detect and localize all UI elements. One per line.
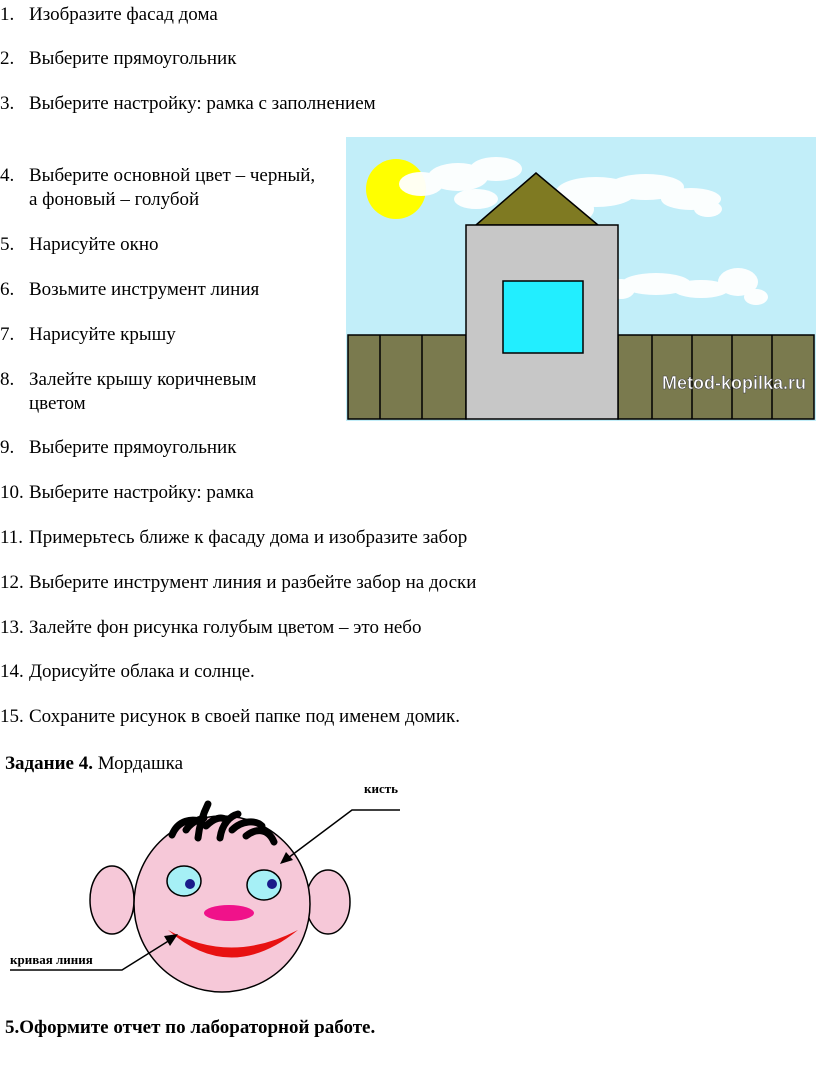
step-text: Дорисуйте облака и солнце. [29, 661, 255, 682]
step-14 [0, 660, 255, 684]
label-curve: кривая линия [10, 952, 93, 967]
label-brush: кисть [363, 781, 398, 796]
step-number: 10. [0, 482, 24, 503]
task-5-heading: 5.Оформите отчет по лабораторной работе. [5, 1017, 376, 1038]
step-5 [0, 233, 159, 257]
house-window [503, 281, 583, 353]
face-circle [134, 816, 310, 992]
step-1 [0, 3, 218, 27]
left-pupil [185, 879, 195, 889]
right-pupil [267, 879, 277, 889]
step-text: Нарисуйте крышу [29, 324, 176, 345]
watermark: Metod-kopilka.ru [661, 373, 806, 393]
left-ear [90, 866, 134, 934]
step-number: 13. [0, 617, 24, 638]
step-2 [0, 47, 236, 71]
step-number: 3. [0, 93, 15, 114]
step-text: Изобразите фасад дома [29, 4, 218, 25]
step-text: Выберите настройку: рамка с заполнением [29, 93, 376, 114]
step-number: 4. [0, 165, 15, 186]
step-6 [0, 278, 259, 302]
step-number: 14. [0, 661, 24, 682]
task-4-title: Мордашка [97, 753, 183, 774]
step-3 [0, 92, 376, 116]
step-9 [0, 436, 236, 460]
step-text: Примерьтесь ближе к фасаду дома и изобразите забор [29, 527, 468, 548]
step-text: Сохраните рисунок в своей папке под именем домик. [29, 706, 461, 727]
step-number: 9. [0, 437, 15, 458]
task-4-heading [5, 752, 183, 776]
step-text: Выберите инструмент линия и разбейте забор на доски [29, 572, 477, 593]
brush-pointer-line [288, 810, 400, 858]
step-text: Выберите основной цвет – черный, [29, 165, 316, 186]
step-text: Залейте крышу коричневым [29, 369, 257, 390]
step-11 [0, 526, 467, 550]
step-text: Залейте фон рисунка голубым цветом – это небо [29, 617, 422, 638]
step-number: 1. [0, 4, 15, 25]
task-4-label: Задание 4. [5, 753, 93, 774]
step-4 [0, 164, 315, 212]
step-text: Возьмите инструмент линия [29, 279, 260, 300]
step-number: 15. [0, 706, 24, 727]
step-text: Нарисуйте окно [29, 234, 159, 255]
step-number: 11. [0, 527, 24, 548]
nose [204, 905, 254, 921]
step-number: 7. [0, 324, 15, 345]
step-text-continuation: цветом [29, 393, 86, 414]
step-number: 12. [0, 572, 24, 593]
right-ear [306, 870, 350, 934]
step-text: Выберите прямоугольник [29, 48, 237, 69]
face-illustration [0, 780, 420, 995]
step-13 [0, 616, 421, 640]
step-15 [0, 705, 460, 729]
step-number: 6. [0, 279, 15, 300]
step-8 [0, 368, 256, 416]
step-7 [0, 323, 176, 347]
step-text-continuation: а фоновый – голубой [29, 189, 200, 210]
house-illustration [346, 137, 816, 421]
step-number: 8. [0, 369, 15, 390]
step-text: Выберите прямоугольник [29, 437, 237, 458]
step-12 [0, 571, 476, 595]
left-eye [167, 866, 201, 896]
step-number: 2. [0, 48, 15, 69]
step-number: 5. [0, 234, 15, 255]
step-text: Выберите настройку: рамка [29, 482, 254, 503]
step-10 [0, 481, 254, 505]
